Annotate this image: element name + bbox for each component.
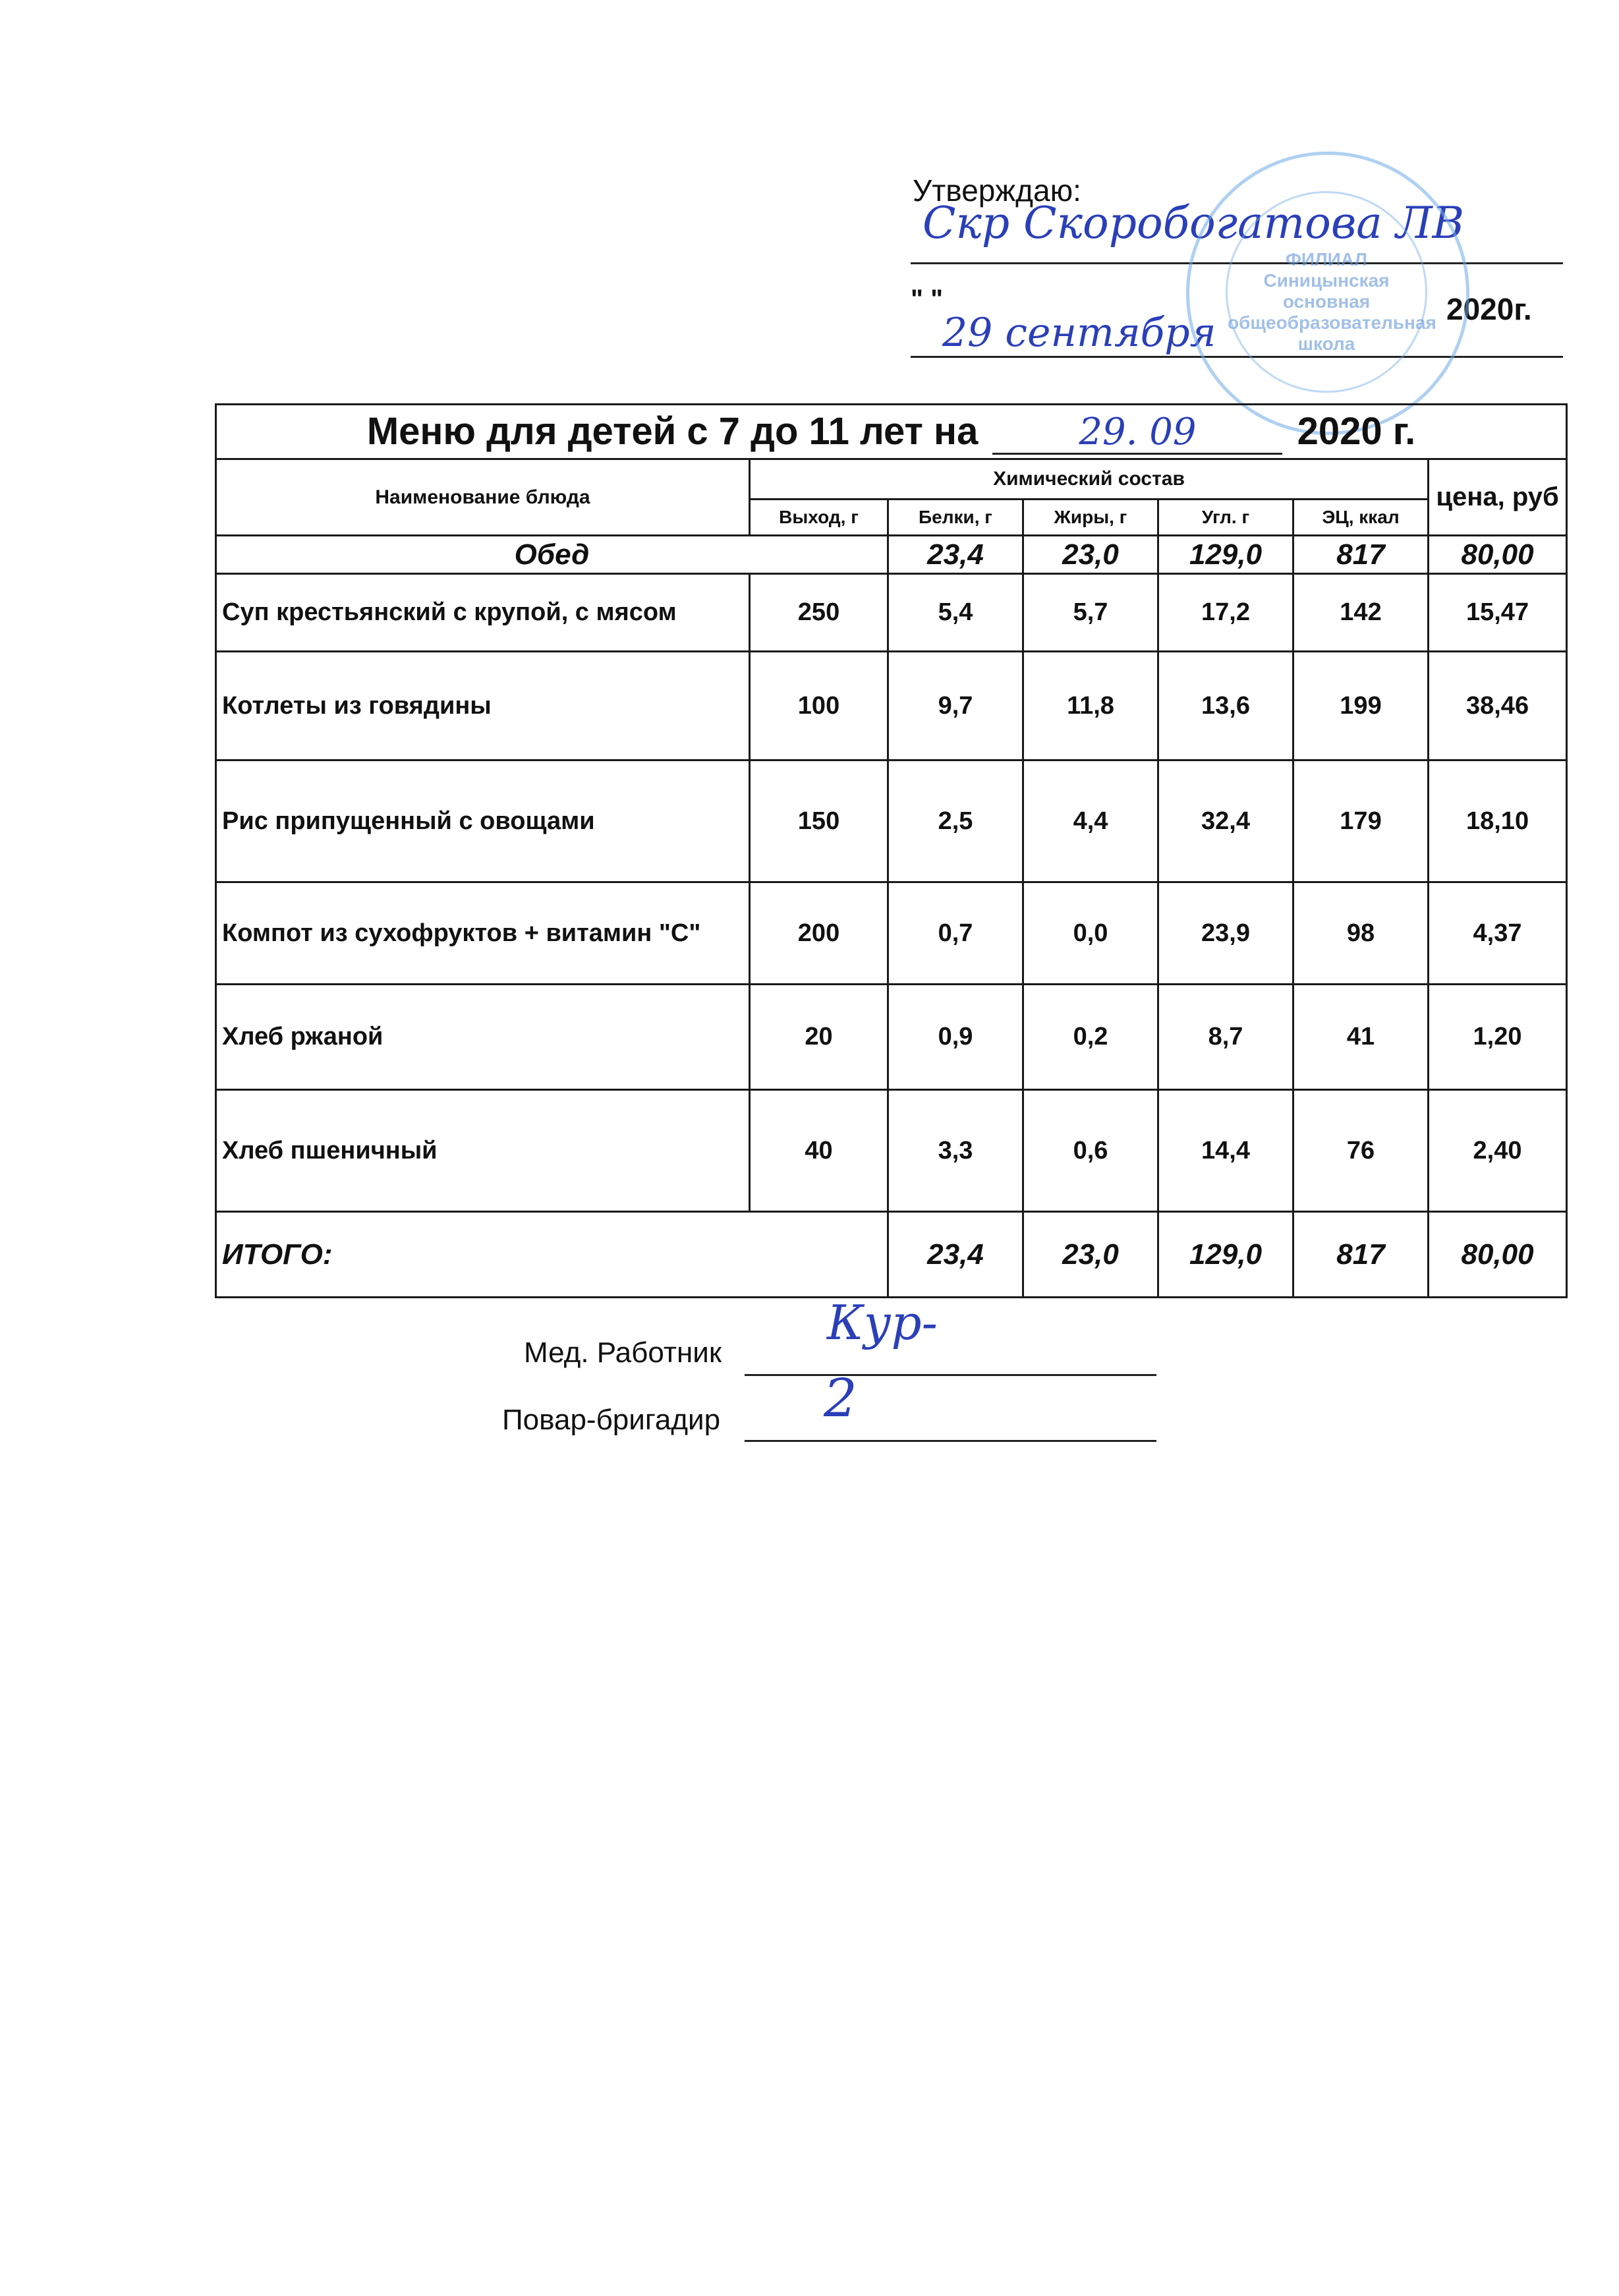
dish-name: Хлеб ржаной (216, 985, 750, 1090)
cell-energy: 199 (1293, 652, 1429, 761)
cell-carbs: 8,7 (1158, 985, 1293, 1090)
total-row (216, 1212, 1567, 1298)
cell-price: 15,47 (1429, 574, 1567, 652)
cell-carbs: 14,4 (1158, 1090, 1293, 1212)
cell-price: 38,46 (1429, 652, 1567, 761)
cook-signature: 2 (824, 1367, 857, 1429)
cell-protein: 0,9 (888, 985, 1023, 1090)
approval-year: 2020г. (1446, 292, 1532, 326)
header-output: Выход, г (750, 500, 888, 536)
approval-label: Утверждаю: (913, 173, 1081, 208)
total-fat: 23,0 (1023, 1212, 1158, 1298)
header-dish: Наименование блюда (216, 459, 750, 536)
school-stamp-inner (1226, 191, 1436, 393)
header-carbs: Угл. г (1158, 500, 1293, 536)
medic-signature-line (745, 1374, 1156, 1376)
dish-name: Компот из сухофруктов + витамин "С" (216, 882, 750, 985)
table-row (216, 1090, 1567, 1212)
total-price: 80,00 (1429, 1212, 1567, 1298)
cell-protein: 9,7 (888, 652, 1023, 761)
cell-fat: 0,2 (1023, 985, 1158, 1090)
menu-table (215, 403, 1568, 1298)
cell-protein: 3,3 (888, 1090, 1023, 1212)
cell-energy: 179 (1293, 761, 1429, 882)
header-price: цена, руб (1429, 459, 1567, 536)
total-label: ИТОГО: (216, 1212, 888, 1298)
section-name: Обед (216, 536, 888, 574)
cell-fat: 5,7 (1023, 574, 1158, 652)
cell-carbs: 13,6 (1158, 652, 1293, 761)
approval-quote-marks: " " (911, 285, 944, 314)
cook-label: Повар-бригадир (502, 1404, 721, 1436)
cell-fat: 0,0 (1023, 882, 1158, 985)
menu-title (216, 405, 1567, 459)
medic-label: Мед. Работник (524, 1336, 722, 1369)
cell-output: 40 (750, 1090, 888, 1212)
cook-signature-line (745, 1440, 1156, 1442)
stamp-line: Синицынская (1263, 270, 1390, 291)
cell-energy: 41 (1293, 985, 1429, 1090)
dish-name: Котлеты из говядины (216, 652, 750, 761)
approval-signature: Скр Скоробогатова ЛВ (923, 198, 1465, 248)
cell-price: 4,37 (1429, 882, 1567, 985)
cell-carbs: 32,4 (1158, 761, 1293, 882)
total-carbs: 129,0 (1158, 1212, 1293, 1298)
cell-output: 100 (750, 652, 888, 761)
dish-name: Хлеб пшеничный (216, 1090, 750, 1212)
cell-energy: 142 (1293, 574, 1429, 652)
total-energy: 817 (1293, 1212, 1429, 1298)
section-energy: 817 (1293, 536, 1429, 574)
dish-name: Рис припущенный с овощами (216, 761, 750, 882)
cell-protein: 2,5 (888, 761, 1023, 882)
cell-carbs: 17,2 (1158, 574, 1293, 652)
menu-title-suffix: 2020 г. (1297, 409, 1416, 453)
cell-output: 200 (750, 882, 888, 985)
cell-protein: 5,4 (888, 574, 1023, 652)
table-row (216, 882, 1567, 985)
header-chem: Химический состав (750, 459, 1429, 500)
medic-signature: Кур- (827, 1295, 938, 1350)
section-fat: 23,0 (1023, 536, 1158, 574)
table-row (216, 985, 1567, 1090)
stamp-line: ФИЛИАЛ (1285, 249, 1367, 270)
cell-price: 18,10 (1429, 761, 1567, 882)
cell-protein: 0,7 (888, 882, 1023, 985)
menu-title-prefix: Меню для детей с 7 до 11 лет на (366, 409, 979, 453)
dish-name: Суп крестьянский с крупой, с мясом (216, 574, 750, 652)
cell-output: 150 (750, 761, 888, 882)
table-row (216, 574, 1567, 652)
section-protein: 23,4 (888, 536, 1023, 574)
table-row (216, 652, 1567, 761)
stamp-line: школа (1297, 333, 1355, 354)
cell-fat: 4,4 (1023, 761, 1158, 882)
header-fat: Жиры, г (1023, 500, 1158, 536)
header-protein: Белки, г (888, 500, 1023, 536)
stamp-line: общеобразовательная (1228, 312, 1436, 333)
stamp-line: основная (1282, 291, 1371, 312)
cell-fat: 11,8 (1023, 652, 1158, 761)
approval-date: 29 сентября (942, 310, 1216, 356)
cell-energy: 76 (1293, 1090, 1429, 1212)
table-row (216, 761, 1567, 882)
cell-energy: 98 (1293, 882, 1429, 985)
cell-price: 1,20 (1429, 985, 1567, 1090)
cell-fat: 0,6 (1023, 1090, 1158, 1212)
section-row (216, 536, 1567, 574)
cell-output: 20 (750, 985, 888, 1090)
section-carbs: 129,0 (1158, 536, 1293, 574)
menu-title-date: 29. 09 (992, 411, 1282, 455)
cell-price: 2,40 (1429, 1090, 1567, 1212)
total-protein: 23,4 (888, 1212, 1023, 1298)
header-energy: ЭЦ, ккал (1293, 500, 1429, 536)
section-price: 80,00 (1429, 536, 1567, 574)
cell-output: 250 (750, 574, 888, 652)
cell-carbs: 23,9 (1158, 882, 1293, 985)
